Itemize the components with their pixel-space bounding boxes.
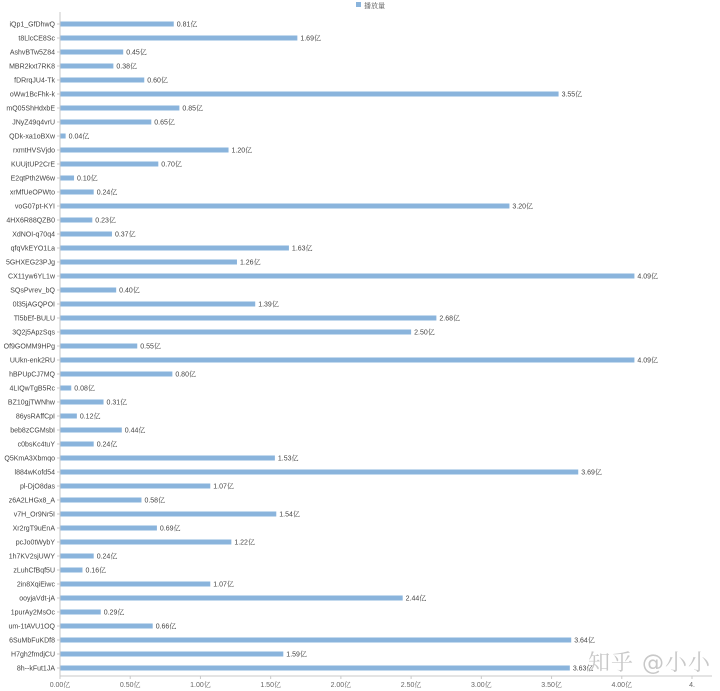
- bar: [60, 148, 229, 153]
- category-label: ooyjaVdt-jA: [19, 595, 55, 603]
- value-label: 0.24亿: [96, 189, 118, 197]
- axes: [50, 12, 712, 689]
- bar: [60, 344, 137, 349]
- bar: [60, 568, 82, 573]
- category-label: iQp1_GfDhwQ: [9, 21, 55, 29]
- category-label: QDk-xa1oBXw: [9, 133, 55, 141]
- value-label: 1.54亿: [279, 511, 300, 519]
- bar: [60, 456, 275, 461]
- category-label: l884wKofd54: [14, 469, 55, 477]
- bar: [60, 470, 578, 475]
- value-label: 1.07亿: [213, 581, 234, 589]
- bar: [60, 666, 570, 671]
- value-label: 0.16亿: [85, 567, 107, 575]
- value-label: 0.23亿: [95, 217, 116, 225]
- category-label: XdNOI-q70q4: [12, 231, 55, 239]
- value-label: 0.12亿: [79, 413, 101, 421]
- value-label: 1.26亿: [239, 259, 261, 267]
- bar: [60, 176, 74, 181]
- bar: [60, 246, 289, 251]
- category-label: H7gh2fmdjCU: [11, 651, 55, 659]
- x-tick-label: 4.: [689, 682, 695, 689]
- value-label: 0.24亿: [96, 441, 118, 449]
- category-label: oWw1BcFhk-k: [9, 91, 55, 99]
- bar: [60, 190, 94, 195]
- bar: [60, 624, 153, 629]
- category-label: 4LIQwTgB5Rc: [9, 385, 55, 393]
- category-label: JNyZ49q4vrU: [12, 119, 55, 127]
- bar: [60, 540, 231, 545]
- watermark-text: 知乎 @小小: [588, 651, 711, 676]
- value-label: 0.45亿: [126, 49, 147, 57]
- x-tick-label: 3.50亿: [541, 682, 562, 689]
- x-tick-label: 0.50亿: [119, 682, 141, 689]
- bar: [60, 204, 509, 209]
- category-label: pcJo0tWybY: [15, 539, 55, 547]
- category-label: Q5KmA3Xbmqo: [4, 455, 55, 463]
- category-label: AshvBTw5Z84: [9, 49, 55, 57]
- value-label: 0.08亿: [74, 385, 95, 393]
- value-label: 0.10亿: [77, 175, 98, 183]
- value-label: 3.20亿: [512, 203, 534, 211]
- x-tick-label: 3.00亿: [471, 682, 492, 689]
- bar: [60, 414, 77, 419]
- category-label: Xr2rgT9uEnA: [12, 525, 55, 533]
- bar: [60, 120, 151, 125]
- category-label: t8LlcCE8Sc: [18, 35, 55, 43]
- category-label: pl-DjO8das: [19, 483, 55, 491]
- category-label: 8h--kFut1JA: [16, 665, 55, 673]
- category-label: 6SuMbFuKDf8: [9, 637, 55, 645]
- legend-label: 播放量: [364, 3, 385, 10]
- value-label: 0.81亿: [176, 21, 198, 29]
- category-label: zLuhCfBqf5U: [13, 567, 55, 575]
- category-label: qfqVkEYO1La: [10, 245, 55, 253]
- value-label: 0.69亿: [159, 525, 181, 533]
- bar: [60, 428, 122, 433]
- bar: [60, 106, 179, 111]
- bar: [60, 22, 174, 27]
- category-label: mQ05ShHdxbE: [6, 105, 55, 113]
- bar: [60, 288, 116, 293]
- category-label: fDRrqJU4-Tk: [14, 77, 55, 85]
- value-label: 0.65亿: [154, 119, 175, 127]
- category-labels: [4, 22, 56, 673]
- bar: [60, 232, 112, 237]
- category-label: 5GHXEG23PJg: [5, 259, 55, 267]
- category-label: Tl5bEf-BULU: [13, 315, 55, 323]
- legend: [356, 1, 385, 10]
- bar: [60, 638, 571, 643]
- bar: [60, 274, 634, 279]
- category-label: 1purAy2MsOc: [10, 609, 55, 617]
- category-label: voG07pt-KYI: [14, 203, 55, 211]
- bar: [60, 484, 210, 489]
- value-label: 3.55亿: [561, 91, 583, 99]
- category-label: 86ysRAffCpI: [15, 413, 55, 421]
- value-label: 0.55亿: [140, 343, 161, 351]
- bar: [60, 512, 276, 517]
- bar: [60, 582, 210, 587]
- x-tick-label: 2.00亿: [330, 682, 352, 689]
- category-label: 0l35jAGQPOI: [12, 301, 55, 309]
- category-label: UUkn-enk2RU: [9, 357, 55, 365]
- value-label: 1.63亿: [291, 245, 313, 253]
- x-tick-label: 1.00亿: [190, 682, 211, 689]
- value-label: 0.24亿: [96, 553, 118, 561]
- value-labels: [69, 20, 658, 673]
- value-label: 1.53亿: [277, 455, 299, 463]
- bar: [60, 78, 144, 83]
- bar: [60, 442, 94, 447]
- bar: [60, 302, 255, 307]
- category-label: beb8zCGMsbI: [10, 427, 55, 435]
- bar: [60, 64, 113, 69]
- value-label: 2.44亿: [405, 595, 427, 603]
- value-label: 4.09亿: [637, 273, 659, 281]
- category-label: CX11yw6YL1w: [8, 273, 55, 281]
- bar: [60, 218, 92, 223]
- bar: [60, 526, 157, 531]
- x-tick-label: 4.00亿: [611, 682, 633, 689]
- bar: [60, 92, 559, 97]
- bar: [60, 386, 71, 391]
- bar: [60, 652, 283, 657]
- value-label: 1.59亿: [286, 651, 307, 659]
- category-label: SQsPvrev_bQ: [10, 287, 55, 295]
- category-label: hBPUpCJ7MQ: [9, 371, 55, 379]
- category-label: z6A2LHGx8_A: [8, 497, 55, 505]
- category-label: 4HX6R88QZB0: [6, 217, 55, 225]
- value-label: 3.63亿: [572, 665, 594, 673]
- bar: [60, 498, 141, 503]
- category-label: 1h7KV2sjUWY: [8, 553, 55, 561]
- category-label: v7H_Or9Nr5I: [13, 511, 55, 519]
- value-label: 0.38亿: [116, 63, 137, 71]
- value-label: 1.07亿: [213, 483, 234, 491]
- value-label: 1.69亿: [300, 35, 321, 43]
- bar: [60, 316, 436, 321]
- x-tick-label: 2.50亿: [400, 682, 422, 689]
- value-label: 0.44亿: [124, 427, 146, 435]
- category-label: xrMfUeOPWto: [9, 189, 55, 197]
- x-tick-label: 1.50亿: [260, 682, 281, 689]
- value-label: 0.58亿: [144, 497, 166, 505]
- category-label: KUUjtUP2CrE: [11, 161, 55, 169]
- bar: [60, 134, 66, 139]
- value-label: 2.50亿: [414, 329, 435, 337]
- value-label: 0.60亿: [147, 77, 168, 85]
- value-label: 0.80亿: [175, 371, 196, 379]
- category-label: um-1tAVU1OQ: [8, 623, 55, 631]
- value-label: 3.64亿: [574, 637, 595, 645]
- value-label: 0.04亿: [68, 133, 90, 141]
- value-label: 3.69亿: [581, 469, 602, 477]
- category-label: rxmtHVSVjdo: [12, 147, 55, 155]
- value-label: 0.40亿: [119, 287, 140, 295]
- bar: [60, 162, 158, 167]
- category-label: E2qtPth2W6w: [10, 175, 55, 183]
- legend-swatch: [356, 2, 361, 7]
- category-label: 3Q2j5ApzSqs: [12, 329, 55, 337]
- bar: [60, 330, 411, 335]
- value-label: 1.39亿: [258, 301, 279, 309]
- value-label: 0.85亿: [182, 105, 204, 113]
- value-label: 4.09亿: [637, 357, 659, 365]
- bar: [60, 610, 101, 615]
- value-label: 1.20亿: [231, 147, 253, 155]
- bar: [60, 400, 104, 405]
- bar: [60, 50, 123, 55]
- category-label: c0bsKc4tuY: [17, 441, 55, 449]
- bar: [60, 372, 172, 377]
- value-label: 2.68亿: [439, 315, 461, 323]
- bar: [60, 260, 237, 265]
- category-label: BZ10gjTWNhw: [7, 399, 55, 407]
- value-label: 0.37亿: [114, 231, 136, 239]
- value-label: 1.22亿: [234, 539, 255, 547]
- category-label: 2in8XqiEiwc: [16, 581, 55, 589]
- category-label: MBR2kxt7RK8: [9, 63, 55, 71]
- x-tick-label: 0.00亿: [49, 682, 71, 689]
- value-label: 0.29亿: [103, 609, 125, 617]
- bar: [60, 36, 297, 41]
- value-label: 0.31亿: [106, 399, 128, 407]
- value-label: 0.70亿: [161, 161, 182, 169]
- value-label: 0.66亿: [155, 623, 177, 631]
- bar: [60, 358, 634, 363]
- bar: [60, 554, 94, 559]
- category-label: Of9GOMM9HPg: [3, 343, 55, 351]
- bar: [60, 596, 403, 601]
